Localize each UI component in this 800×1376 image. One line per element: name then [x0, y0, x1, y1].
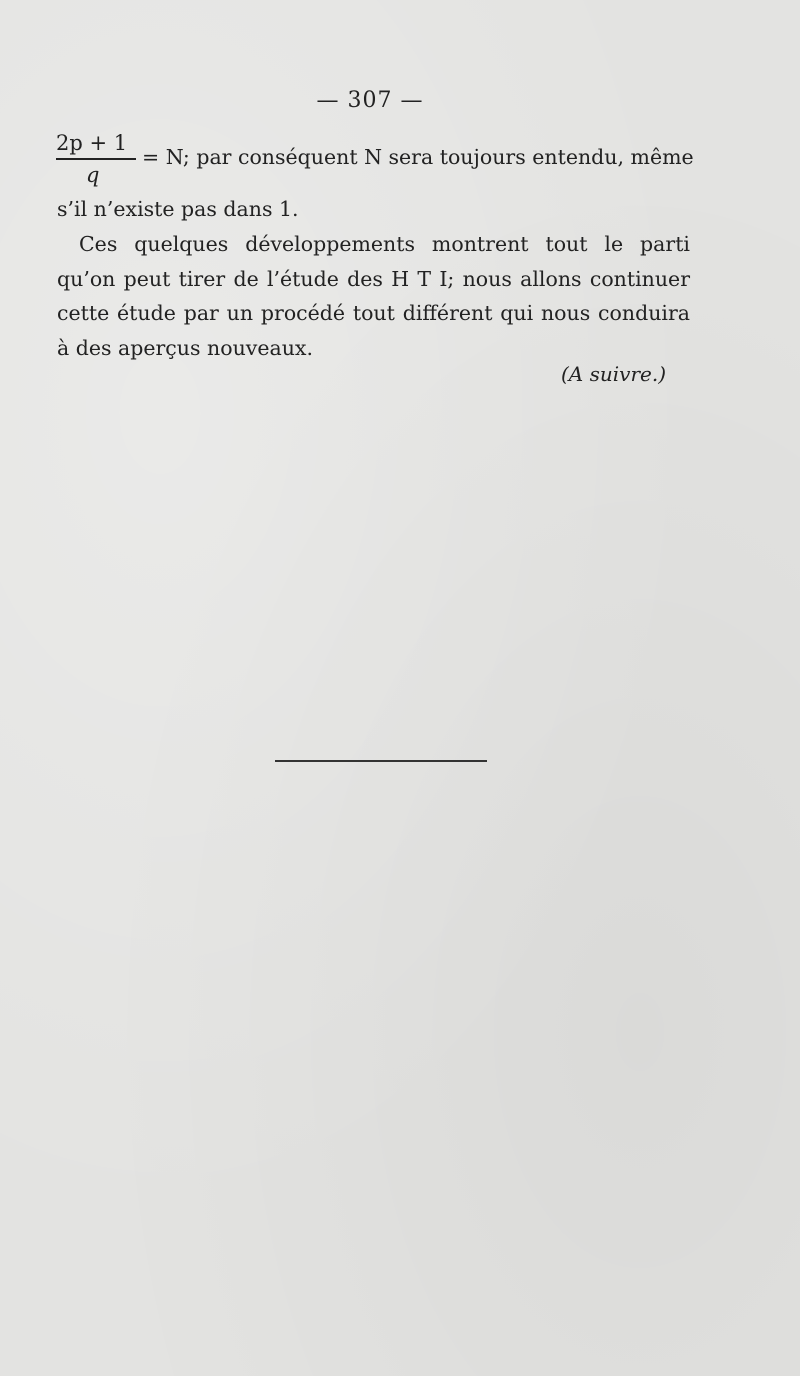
section-divider — [275, 760, 487, 762]
formula-line — [56, 128, 696, 198]
fraction-numerator: 2p + 1 — [56, 131, 128, 155]
formula-continuation: = N; par conséquent N sera toujours entendu, même — [142, 145, 694, 169]
to-be-continued: (A suivre.) — [561, 362, 666, 386]
page-number: — 307 — — [316, 88, 424, 113]
fraction — [56, 128, 136, 192]
fraction-denominator: q — [86, 163, 100, 187]
fraction-bar — [56, 158, 136, 160]
paragraph-line: s’il n’existe pas dans 1. — [57, 197, 299, 221]
paragraph: Ces quelques développements montrent tout le parti qu’on peut tirer de l’étude des H T I; nous allons continuer cette étude par un procédé tout différent qui nous conduira à des aperçus nouveaux. — [57, 232, 690, 360]
